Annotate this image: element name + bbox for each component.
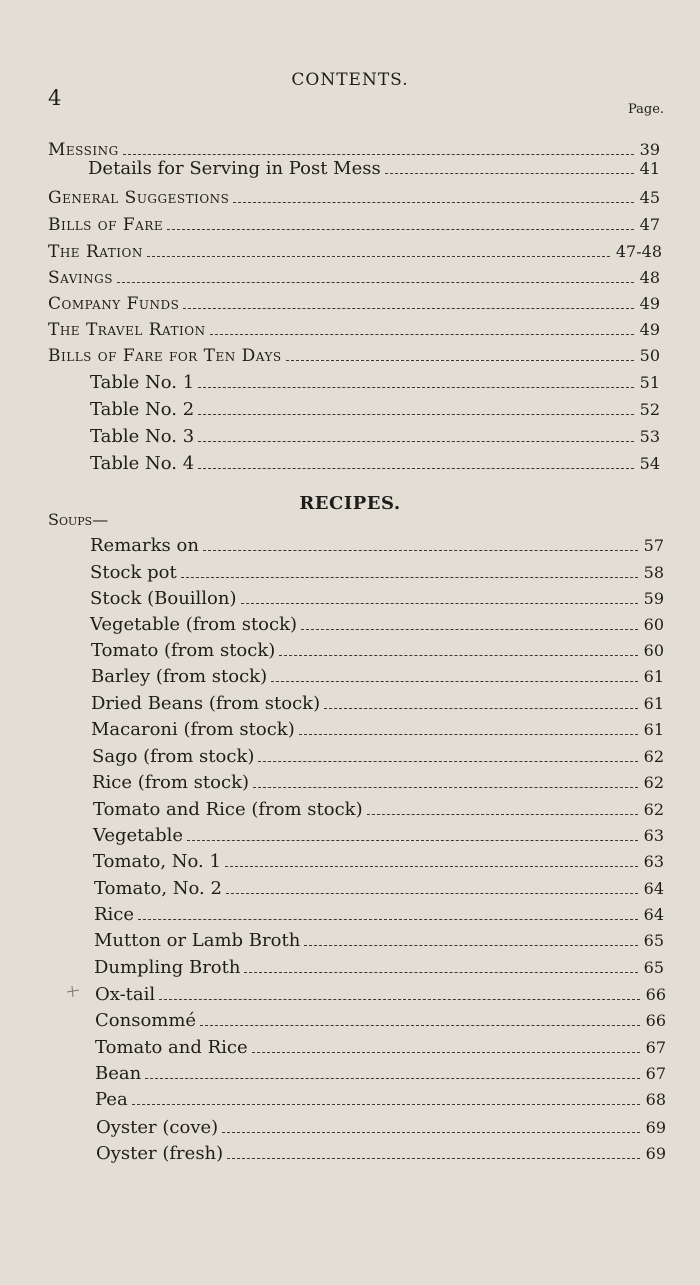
dotted-leader	[203, 549, 638, 551]
recipe-entry	[95, 1063, 666, 1085]
recipe-entry	[90, 535, 664, 557]
dotted-leader	[301, 628, 638, 630]
dotted-leader	[198, 386, 633, 388]
recipe-entry-title: Dried Beans (from stock)	[91, 693, 321, 714]
recipe-entry	[93, 851, 664, 873]
dotted-leader	[181, 576, 638, 578]
recipe-entry-page: 58	[643, 563, 664, 582]
recipe-entry-page: 61	[643, 720, 664, 739]
toc-entry-title: Bills of Fare	[48, 215, 164, 235]
recipe-entry	[92, 772, 664, 794]
recipe-entry	[94, 878, 664, 900]
recipe-entry	[90, 562, 664, 584]
recipe-entry-page: 62	[643, 747, 664, 766]
recipe-entry-title: Remarks on	[90, 535, 199, 556]
recipe-entry-title: Tomato, No. 2	[94, 878, 222, 899]
recipe-entry	[90, 588, 664, 610]
recipe-entry-title: Tomato and Rice	[95, 1037, 248, 1058]
recipe-entry-title: Tomato (from stock)	[91, 640, 276, 661]
recipe-entry-page: 61	[643, 694, 664, 713]
recipe-entry-page: 62	[643, 773, 664, 792]
toc-entry-page: 49	[639, 294, 660, 313]
recipe-entry-page: 69	[645, 1118, 666, 1137]
recipe-entry-page: 60	[643, 641, 664, 660]
recipe-entry-title: Macaroni (from stock)	[91, 719, 295, 740]
recipe-entry-title: Bean	[95, 1063, 142, 1084]
recipe-entry	[93, 799, 664, 821]
toc-entry	[88, 158, 660, 180]
recipe-entry	[94, 930, 664, 952]
recipe-entry-title: Vegetable (from stock)	[90, 614, 298, 635]
recipe-entry-page: 67	[645, 1064, 666, 1083]
dotted-leader	[279, 654, 637, 656]
dotted-leader	[222, 1131, 639, 1133]
recipe-entry	[96, 1143, 666, 1165]
toc-entry	[90, 372, 660, 394]
recipe-entry	[92, 746, 664, 768]
recipe-entry	[94, 957, 664, 979]
recipe-entry-title: Barley (from stock)	[91, 666, 268, 687]
dotted-leader	[210, 333, 634, 335]
toc-entry-page: 51	[639, 373, 660, 392]
toc-entry-title: The Ration	[48, 242, 143, 262]
recipe-entry-title: Vegetable	[93, 825, 184, 846]
recipe-entry-title: Stock pot	[90, 562, 177, 583]
recipe-entry	[91, 666, 664, 688]
toc-entry-page: 47	[639, 215, 660, 234]
toc-entry-title: Table No. 3	[90, 426, 195, 447]
toc-entry	[48, 346, 660, 368]
recipe-entry-page: 61	[643, 667, 664, 686]
toc-entry-title: The Travel Ration	[48, 320, 206, 340]
recipe-entry	[90, 614, 664, 636]
recipe-entry-page: 62	[643, 800, 664, 819]
dotted-leader	[200, 1024, 640, 1026]
recipe-entry-title: Oyster (fresh)	[96, 1143, 224, 1164]
toc-entry	[48, 242, 662, 264]
recipe-entry-title: Tomato, No. 1	[93, 851, 221, 872]
recipe-entry	[93, 825, 664, 847]
soups-group-label: Soups—	[48, 510, 109, 529]
dotted-leader	[147, 255, 610, 257]
toc-entry-title: Table No. 1	[90, 372, 195, 393]
recipe-entry-page: 63	[643, 852, 664, 871]
toc-entry-page: 52	[639, 400, 660, 419]
toc-entry	[48, 188, 660, 210]
dotted-leader	[252, 1051, 640, 1053]
recipe-entry-title: Ox-tail	[95, 984, 156, 1005]
dotted-leader	[198, 467, 633, 469]
toc-entry-page: 53	[639, 427, 660, 446]
dotted-leader	[226, 892, 638, 894]
dotted-leader	[198, 440, 633, 442]
recipe-entry-page: 59	[643, 589, 664, 608]
recipe-entry	[94, 904, 664, 926]
toc-entry-page: 45	[639, 188, 660, 207]
recipe-entry-page: 65	[643, 931, 664, 950]
dotted-leader	[244, 971, 637, 973]
dotted-leader	[258, 760, 637, 762]
toc-entry-page: 47-48	[615, 242, 662, 261]
dotted-leader	[187, 839, 638, 841]
recipe-entry	[91, 719, 664, 741]
recipe-entry-title: Pea	[95, 1089, 128, 1110]
recipe-entry-page: 64	[643, 879, 664, 898]
dotted-leader	[299, 733, 638, 735]
dotted-leader	[241, 602, 638, 604]
recipe-entry	[95, 984, 666, 1006]
recipe-entry	[96, 1117, 666, 1139]
recipe-entry-title: Oyster (cove)	[96, 1117, 219, 1138]
recipe-entry	[91, 640, 664, 662]
toc-entry-title: Table No. 2	[90, 399, 195, 420]
toc-entry-title: Details for Serving in Post Mess	[88, 158, 381, 179]
dotted-leader	[117, 281, 634, 283]
dotted-leader	[145, 1077, 639, 1079]
toc-entry-title: Messing	[48, 140, 119, 160]
recipe-entry-page: 66	[645, 985, 666, 1004]
toc-entry-page: 50	[639, 346, 660, 365]
toc-entry-title: Bills of Fare for Ten Days	[48, 346, 282, 366]
recipe-entry-page: 67	[645, 1038, 666, 1057]
toc-entry-title: Table No. 4	[90, 453, 195, 474]
recipe-entry	[95, 1089, 666, 1111]
recipe-entry-page: 68	[645, 1090, 666, 1109]
dotted-leader	[324, 707, 638, 709]
toc-entry	[90, 426, 660, 448]
dotted-leader	[159, 998, 639, 1000]
toc-entry-page: 41	[639, 159, 660, 178]
toc-entry	[48, 294, 660, 316]
recipe-entry-title: Dumpling Broth	[94, 957, 241, 978]
toc-entry-title: General Suggestions	[48, 188, 230, 208]
toc-entry	[48, 215, 660, 237]
page-column-label: Page.	[628, 102, 665, 117]
recipe-entry-title: Tomato and Rice (from stock)	[93, 799, 363, 820]
toc-entry	[48, 268, 660, 290]
dotted-leader	[132, 1103, 640, 1105]
recipe-entry	[95, 1010, 666, 1032]
toc-entry-page: 49	[639, 320, 660, 339]
dotted-leader	[138, 918, 638, 920]
recipe-entry-title: Stock (Bouillon)	[90, 588, 237, 609]
dotted-leader	[225, 865, 638, 867]
recipe-entry-title: Mutton or Lamb Broth	[94, 930, 301, 951]
recipe-entry-page: 64	[643, 905, 664, 924]
dotted-leader	[367, 813, 638, 815]
toc-entry-page: 54	[639, 454, 660, 473]
toc-entry	[90, 399, 660, 421]
toc-entry	[48, 320, 660, 342]
dotted-leader	[304, 944, 637, 946]
recipe-entry-title: Rice (from stock)	[92, 772, 249, 793]
dotted-leader	[227, 1157, 639, 1159]
toc-entry-title: Savings	[48, 268, 113, 288]
pencil-tick-mark	[66, 984, 80, 998]
dotted-leader	[123, 153, 634, 155]
dotted-leader	[167, 228, 634, 230]
recipe-entry	[95, 1037, 666, 1059]
toc-entry-title: Company Funds	[48, 294, 180, 314]
dotted-leader	[385, 172, 634, 174]
recipe-entry-page: 57	[643, 536, 664, 555]
dotted-leader	[271, 680, 638, 682]
recipe-entry-page: 69	[645, 1144, 666, 1163]
toc-entry-page: 48	[639, 268, 660, 287]
recipe-entry-page: 66	[645, 1011, 666, 1030]
dotted-leader	[233, 201, 633, 203]
recipe-entry-title: Rice	[94, 904, 135, 925]
page-title: CONTENTS.	[291, 70, 409, 90]
toc-entry	[90, 453, 660, 475]
page-number: 4	[48, 86, 62, 110]
dotted-leader	[253, 786, 638, 788]
recipe-entry-title: Sago (from stock)	[92, 746, 255, 767]
recipe-entry-page: 63	[643, 826, 664, 845]
dotted-leader	[286, 359, 634, 361]
recipe-entry-page: 65	[643, 958, 664, 977]
recipe-entry-title: Consommé	[95, 1010, 197, 1031]
toc-entry-page: 39	[639, 140, 660, 159]
recipe-entry-page: 60	[643, 615, 664, 634]
dotted-leader	[183, 307, 633, 309]
recipe-entry	[91, 693, 664, 715]
recipes-heading: RECIPES.	[299, 493, 401, 514]
dotted-leader	[198, 413, 633, 415]
